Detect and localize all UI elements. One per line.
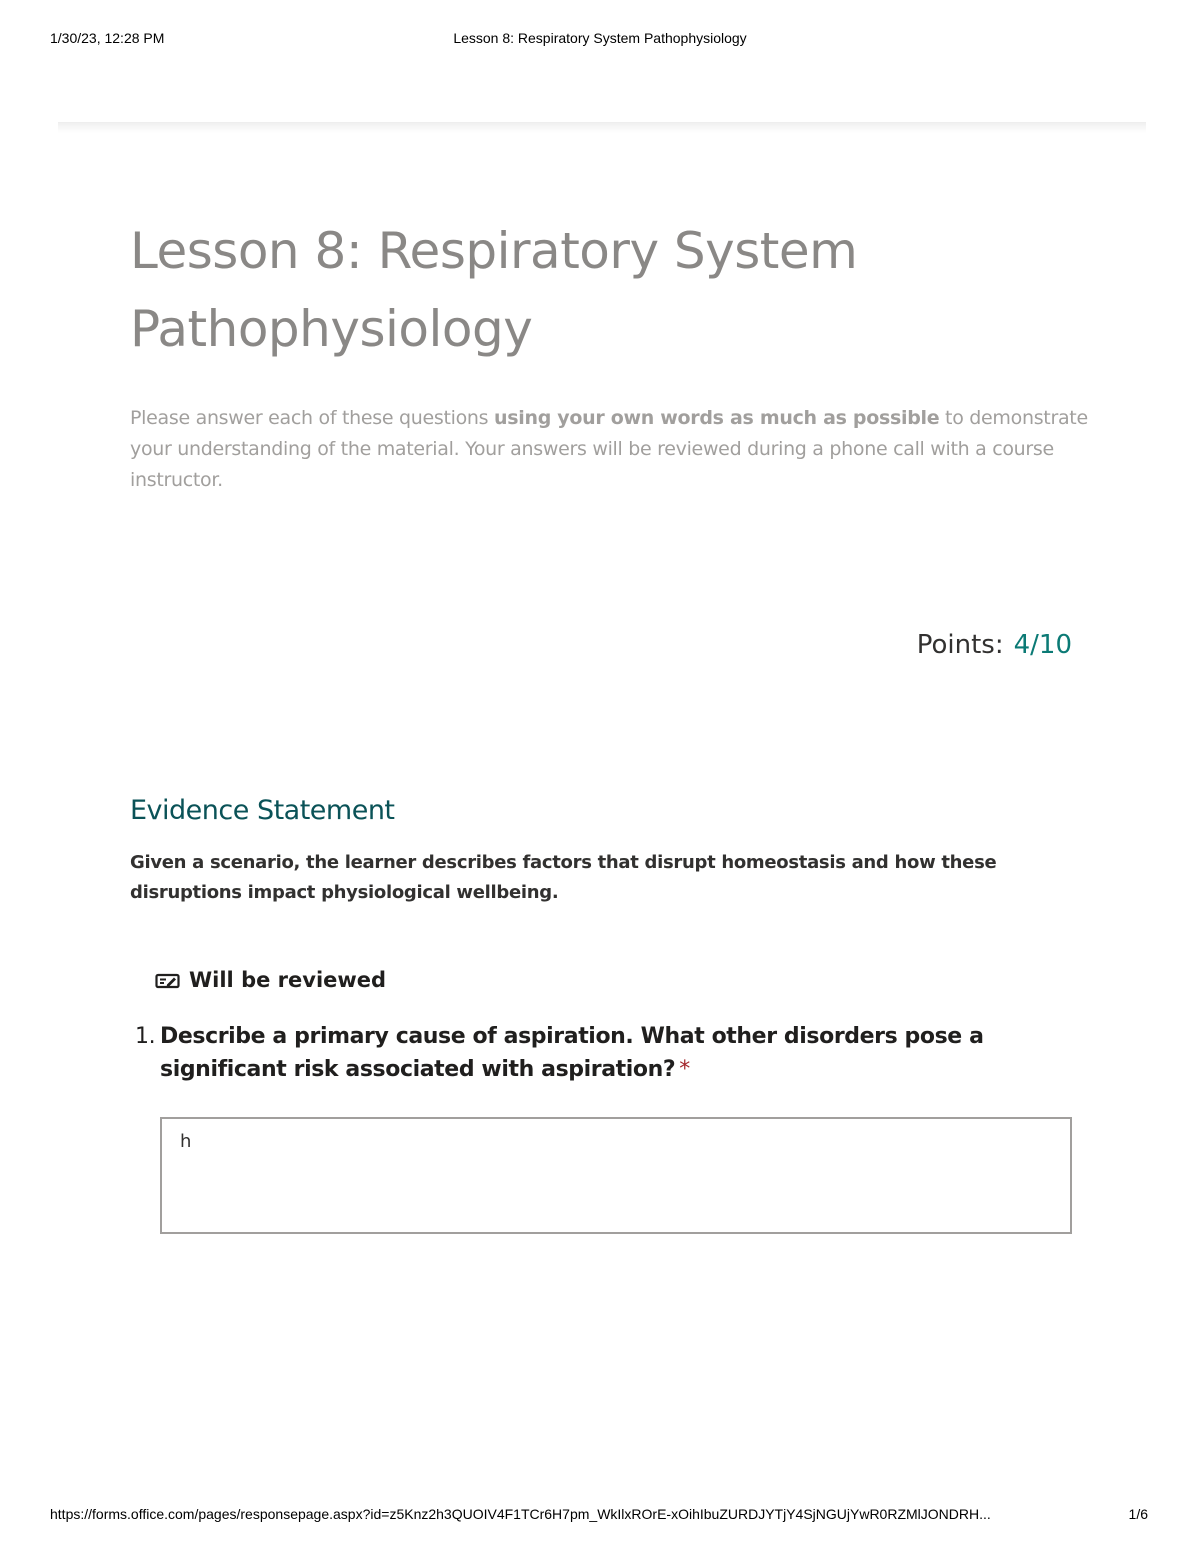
question-number: 1. [135,1024,156,1049]
print-url: https://forms.office.com/pages/responsepage.aspx?id=z5Knz2h3QUOIV4F1TCr6H7pm_WkIlxROrE-xOihIbuZURDJYTjY4SjNGUjYwR0RZMlJONDRH... [50,1506,991,1522]
points-label: Points: [916,630,1004,660]
form-description-emphasis: using your own words as much as possible [494,407,940,429]
points-summary [917,630,1072,660]
question-text: Describe a primary cause of aspiration. What other disorders pose a significant risk associated with aspiration? [160,1024,984,1082]
points-value: 4/10 [1013,630,1072,660]
form-title: Lesson 8: Respiratory System Pathophysiology [130,222,858,358]
section-description: Given a scenario, the learner describes factors that disrupt homeostasis and how these disruptions impact physiological wellbeing. [130,852,997,903]
form-description-text-continued: to demonstrate your understanding of the material. Your answers will be reviewed during a phone call with a course instructor. [130,407,1088,491]
review-status [155,968,386,992]
form-description [130,403,1090,496]
section-title: Evidence Statement [130,795,395,826]
form-description-text: Please answer each of these questions [130,407,495,429]
question-text-wrapper [160,1020,1030,1086]
print-document-title: Lesson 8: Respiratory System Pathophysiology [453,30,747,46]
print-datetime: 1/30/23, 12:28 PM [50,30,165,46]
required-marker: * [679,1057,690,1082]
question-1 [130,1020,1030,1086]
answer-textbox[interactable] [160,1117,1072,1234]
review-icon [155,971,181,989]
form-header-divider [58,122,1146,133]
answer-text: h [180,1131,192,1152]
print-page-number: 1/6 [1128,1506,1148,1522]
review-label: Will be reviewed [189,968,387,992]
